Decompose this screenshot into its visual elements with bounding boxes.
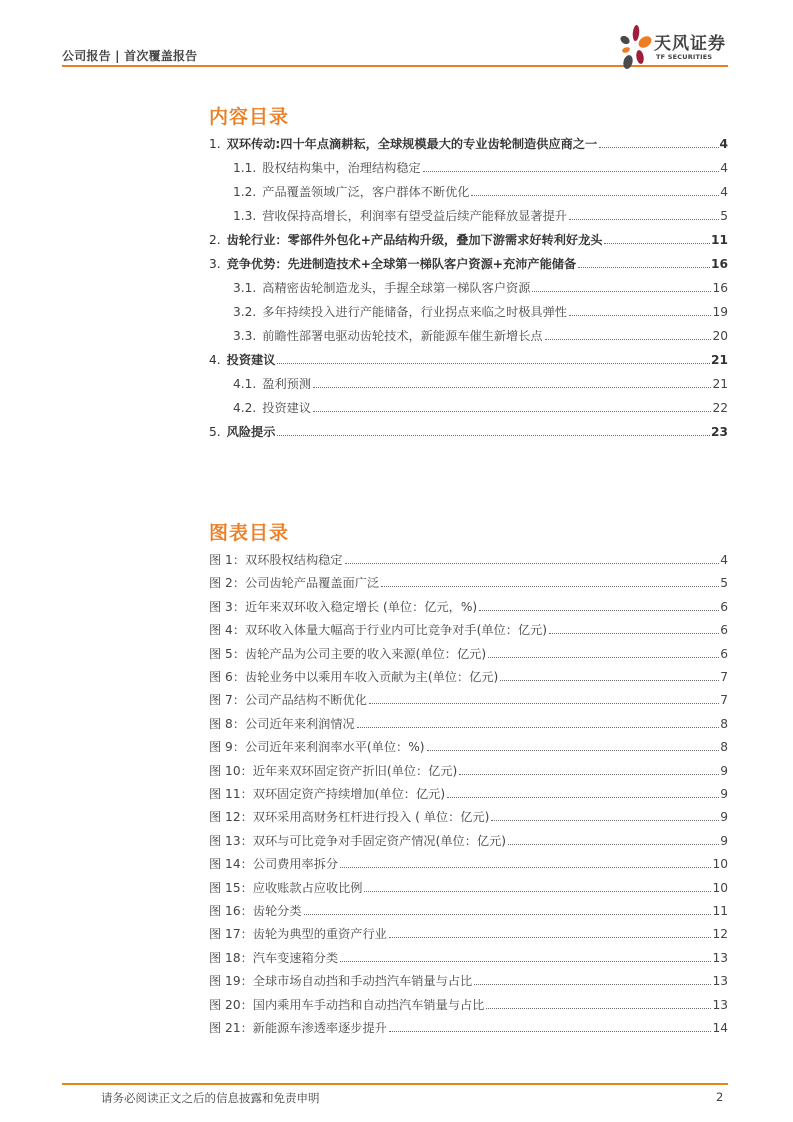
- dot-leader: [313, 387, 711, 388]
- figure-entry[interactable]: [209, 597, 728, 615]
- dot-leader: [427, 750, 720, 751]
- figure-entry-label: 图 6：齿轮业务中以乘用车收入贡献为主(单位：亿元): [209, 670, 499, 684]
- report-type-label: 公司报告 | 首次覆盖报告: [62, 49, 198, 63]
- dot-leader: [474, 984, 711, 985]
- figure-entry-label: 图 8：公司近年来利润情况: [209, 716, 355, 731]
- toc-entry-title: 竞争优势：先进制造技术+全球第一梯队客户资源+充沛产能储备: [226, 257, 577, 271]
- header-divider: [62, 65, 666, 67]
- toc-entry-number: 3.: [209, 257, 221, 271]
- toc-entry-page: 21: [712, 377, 728, 391]
- figure-entry-page: 9: [720, 763, 728, 778]
- toc-entry-number: 1.: [209, 137, 221, 151]
- figure-entry-page: 9: [720, 810, 728, 825]
- toc-entry[interactable]: [209, 206, 728, 224]
- figure-entry-label: 图 7：公司产品结构不断优化: [209, 693, 367, 708]
- figure-entry[interactable]: [209, 971, 728, 989]
- toc-entry-title: 营收保持高增长，利润率有望受益后续产能释放显著提升: [262, 209, 567, 223]
- dot-leader: [304, 914, 712, 915]
- figure-entry[interactable]: [209, 620, 728, 638]
- figure-entry-page: 13: [712, 974, 728, 989]
- dot-leader: [569, 219, 719, 220]
- figure-entry-label: 图 16：齿轮分类: [209, 904, 302, 918]
- footer-disclaimer: 请务必阅读正文之后的信息披露和免责申明: [101, 1091, 320, 1105]
- dot-leader: [389, 937, 712, 938]
- figure-entry-label: 图 1：双环股权结构稳定: [209, 553, 343, 567]
- toc-entry-title: 投资建议: [226, 353, 276, 367]
- toc-entry-page: 19: [712, 305, 728, 319]
- dot-leader: [389, 1031, 712, 1032]
- toc-entry[interactable]: [209, 158, 728, 176]
- toc-entry[interactable]: [209, 134, 728, 152]
- figure-entry[interactable]: [209, 807, 728, 825]
- figure-entry-label: 图 11：双环固定资产持续增加(单位：亿元): [209, 787, 446, 801]
- petal-logo-icon: [618, 24, 654, 70]
- figure-entry[interactable]: [209, 667, 728, 685]
- toc-entry-number: 1.1.: [233, 161, 257, 175]
- figure-entry-page: 11: [712, 904, 728, 918]
- toc-entry-number: 3.1.: [233, 281, 257, 295]
- toc-entry[interactable]: [209, 278, 728, 296]
- toc-entry-title: 风险提示: [226, 425, 276, 439]
- figure-entry[interactable]: [209, 831, 728, 849]
- toc-entry[interactable]: [209, 254, 728, 272]
- dot-leader: [479, 610, 719, 611]
- figure-entry-page: 6: [720, 646, 728, 661]
- toc-entry[interactable]: [209, 302, 728, 320]
- toc-entry-number: 3.3.: [233, 329, 257, 343]
- figure-entry-page: 6: [720, 623, 728, 638]
- figure-entry-label: 图 21：新能源车渗透率逐步提升: [209, 1021, 387, 1035]
- toc-entry-title: 双环传动:四十年点滴耕耘，全球规模最大的专业齿轮制造供应商之一: [226, 137, 598, 151]
- toc-entry-number: 1.3.: [233, 209, 257, 223]
- toc-entry-page: 4: [720, 185, 728, 199]
- toc-entry[interactable]: [209, 326, 728, 344]
- figure-entry[interactable]: [209, 714, 728, 732]
- figure-entry[interactable]: [209, 1018, 728, 1036]
- dot-leader: [549, 633, 719, 634]
- figure-entry-label: 图 4：双环收入体量大幅高于行业内可比竞争对手(单位：亿元): [209, 623, 548, 638]
- dot-leader: [471, 195, 719, 196]
- figure-entry[interactable]: [209, 924, 728, 942]
- toc-entry-number: 4.: [209, 353, 221, 367]
- figure-entry[interactable]: [209, 737, 728, 755]
- toc-entry[interactable]: [209, 230, 728, 248]
- figure-entry[interactable]: [209, 995, 728, 1013]
- toc-entry-page: 11: [711, 233, 728, 247]
- figure-entry-page: 10: [712, 857, 728, 872]
- toc-entry-page: 5: [720, 209, 728, 223]
- figure-entry[interactable]: [209, 550, 728, 568]
- dot-leader: [369, 703, 719, 704]
- dot-leader: [447, 797, 719, 798]
- dot-leader: [604, 243, 710, 244]
- toc-entry[interactable]: [209, 350, 728, 368]
- figure-entry-page: 5: [720, 576, 728, 591]
- figure-entry[interactable]: [209, 573, 728, 591]
- figure-entry[interactable]: [209, 644, 728, 662]
- toc-entry-page: 22: [712, 401, 728, 415]
- figure-entry-label: 图 18：汽车变速箱分类: [209, 950, 339, 965]
- dot-leader: [459, 774, 719, 775]
- dot-leader: [357, 727, 720, 728]
- figure-entry-page: 8: [720, 716, 728, 731]
- figure-entry-label: 图 15：应收账款占应收比例: [209, 880, 363, 895]
- toc-entry[interactable]: [209, 398, 728, 416]
- toc-entry-number: 1.2.: [233, 185, 257, 199]
- dot-leader: [500, 680, 719, 681]
- dot-leader: [486, 1008, 711, 1009]
- figure-entry-page: 6: [720, 599, 728, 614]
- dot-leader: [340, 961, 711, 962]
- toc-entry-title: 投资建议: [262, 401, 312, 415]
- toc-entry-title: 齿轮行业：零部件外包化+产品结构升级，叠加下游需求好转利好龙头: [226, 233, 603, 247]
- toc-entry-page: 4: [719, 137, 728, 151]
- footer-divider: [62, 1083, 728, 1085]
- dot-leader: [491, 820, 719, 821]
- dot-leader: [545, 339, 712, 340]
- toc-entry[interactable]: [209, 422, 728, 440]
- dot-leader: [578, 267, 710, 268]
- toc-entry[interactable]: [209, 374, 728, 392]
- figure-entry-label: 图 3：近年来双环收入稳定增长 (单位：亿元，%): [209, 599, 478, 614]
- figure-entry-label: 图 19：全球市场自动挡和手动挡汽车销量与占比: [209, 974, 473, 989]
- toc-entry-page: 16: [712, 281, 728, 295]
- toc-entry-page: 16: [711, 257, 728, 271]
- figure-entry[interactable]: [209, 690, 728, 708]
- figure-entry-label: 图 20：国内乘用车手动挡和自动挡汽车销量与占比: [209, 997, 485, 1012]
- dot-leader: [569, 315, 712, 316]
- dot-leader: [532, 291, 711, 292]
- logo-name-cn: 天风证券: [654, 34, 726, 54]
- dot-leader: [313, 411, 711, 412]
- figure-entry-label: 图 2：公司齿轮产品覆盖面广泛: [209, 576, 380, 591]
- page-number: 2: [716, 1090, 724, 1104]
- toc-entry-title: 高精密齿轮制造龙头，手握全球第一梯队客户资源: [262, 281, 531, 295]
- figure-entry-page: 13: [712, 997, 728, 1012]
- toc-entry-page: 20: [712, 329, 728, 343]
- company-logo: [618, 24, 733, 70]
- toc-entry-number: 2.: [209, 233, 221, 247]
- dot-leader: [364, 891, 711, 892]
- toc-entry-number: 4.1.: [233, 377, 257, 391]
- toc-entry-title: 多年持续投入进行产能储备，行业拐点来临之时极具弹性: [262, 305, 567, 319]
- figure-entry[interactable]: [209, 948, 728, 966]
- toc-entry-number: 4.2.: [233, 401, 257, 415]
- figure-entry[interactable]: [209, 784, 728, 802]
- figure-entry-page: 7: [720, 670, 728, 684]
- logo-name-en: TF SECURITIES: [656, 53, 713, 61]
- figure-entry-page: 8: [720, 740, 728, 755]
- figure-entry-label: 图 17：齿轮为典型的重资产行业: [209, 927, 387, 942]
- figure-entry-page: 13: [712, 950, 728, 965]
- figure-list-title: 图表目录: [209, 522, 290, 544]
- toc-entry-title: 股权结构集中，治理结构稳定: [262, 161, 421, 175]
- figure-entry-page: 10: [712, 880, 728, 895]
- figure-entry-page: 9: [720, 787, 728, 801]
- dot-leader: [345, 563, 720, 564]
- toc-entry-title: 盈利预测: [262, 377, 312, 391]
- figure-entry-label: 图 14：公司费用率拆分: [209, 857, 339, 872]
- toc-entry-title: 前瞻性部署电驱动齿轮技术，新能源车催生新增长点: [262, 329, 543, 343]
- toc-title: 内容目录: [209, 106, 290, 128]
- figure-entry-page: 12: [712, 927, 728, 942]
- figure-entry-page: 7: [720, 693, 728, 708]
- figure-entry-label: 图 5：齿轮产品为公司主要的收入来源(单位：亿元): [209, 646, 487, 661]
- figure-entry-label: 图 13：双环与可比竞争对手固定资产情况(单位：亿元): [209, 833, 507, 848]
- figure-entry-page: 14: [712, 1021, 728, 1035]
- figure-entry-page: 9: [720, 833, 728, 848]
- dot-leader: [277, 435, 710, 436]
- toc-entry-page: 21: [711, 353, 728, 367]
- dot-leader: [423, 171, 720, 172]
- dot-leader: [599, 147, 718, 148]
- figure-entry[interactable]: [209, 761, 728, 779]
- dot-leader: [340, 867, 711, 868]
- toc-entry-page: 4: [720, 161, 728, 175]
- toc-entry-title: 产品覆盖领域广泛，客户群体不断优化: [262, 185, 470, 199]
- figure-entry-label: 图 12：双环采用高财务杠杆进行投入 ( 单位：亿元): [209, 810, 490, 825]
- toc-entry-number: 5.: [209, 425, 221, 439]
- toc-entry-page: 23: [711, 425, 728, 439]
- dot-leader: [508, 844, 719, 845]
- dot-leader: [381, 586, 719, 587]
- dot-leader: [277, 363, 710, 364]
- figure-entry-page: 4: [720, 553, 728, 567]
- figure-entry[interactable]: [209, 901, 728, 919]
- figure-entry-label: 图 10：近年来双环固定资产折旧(单位：亿元): [209, 763, 458, 778]
- figure-entry-label: 图 9：公司近年来利润率水平(单位：%): [209, 740, 425, 755]
- figure-entry[interactable]: [209, 878, 728, 896]
- figure-entry[interactable]: [209, 854, 728, 872]
- toc-entry-number: 3.2.: [233, 305, 257, 319]
- toc-entry[interactable]: [209, 182, 728, 200]
- dot-leader: [488, 657, 719, 658]
